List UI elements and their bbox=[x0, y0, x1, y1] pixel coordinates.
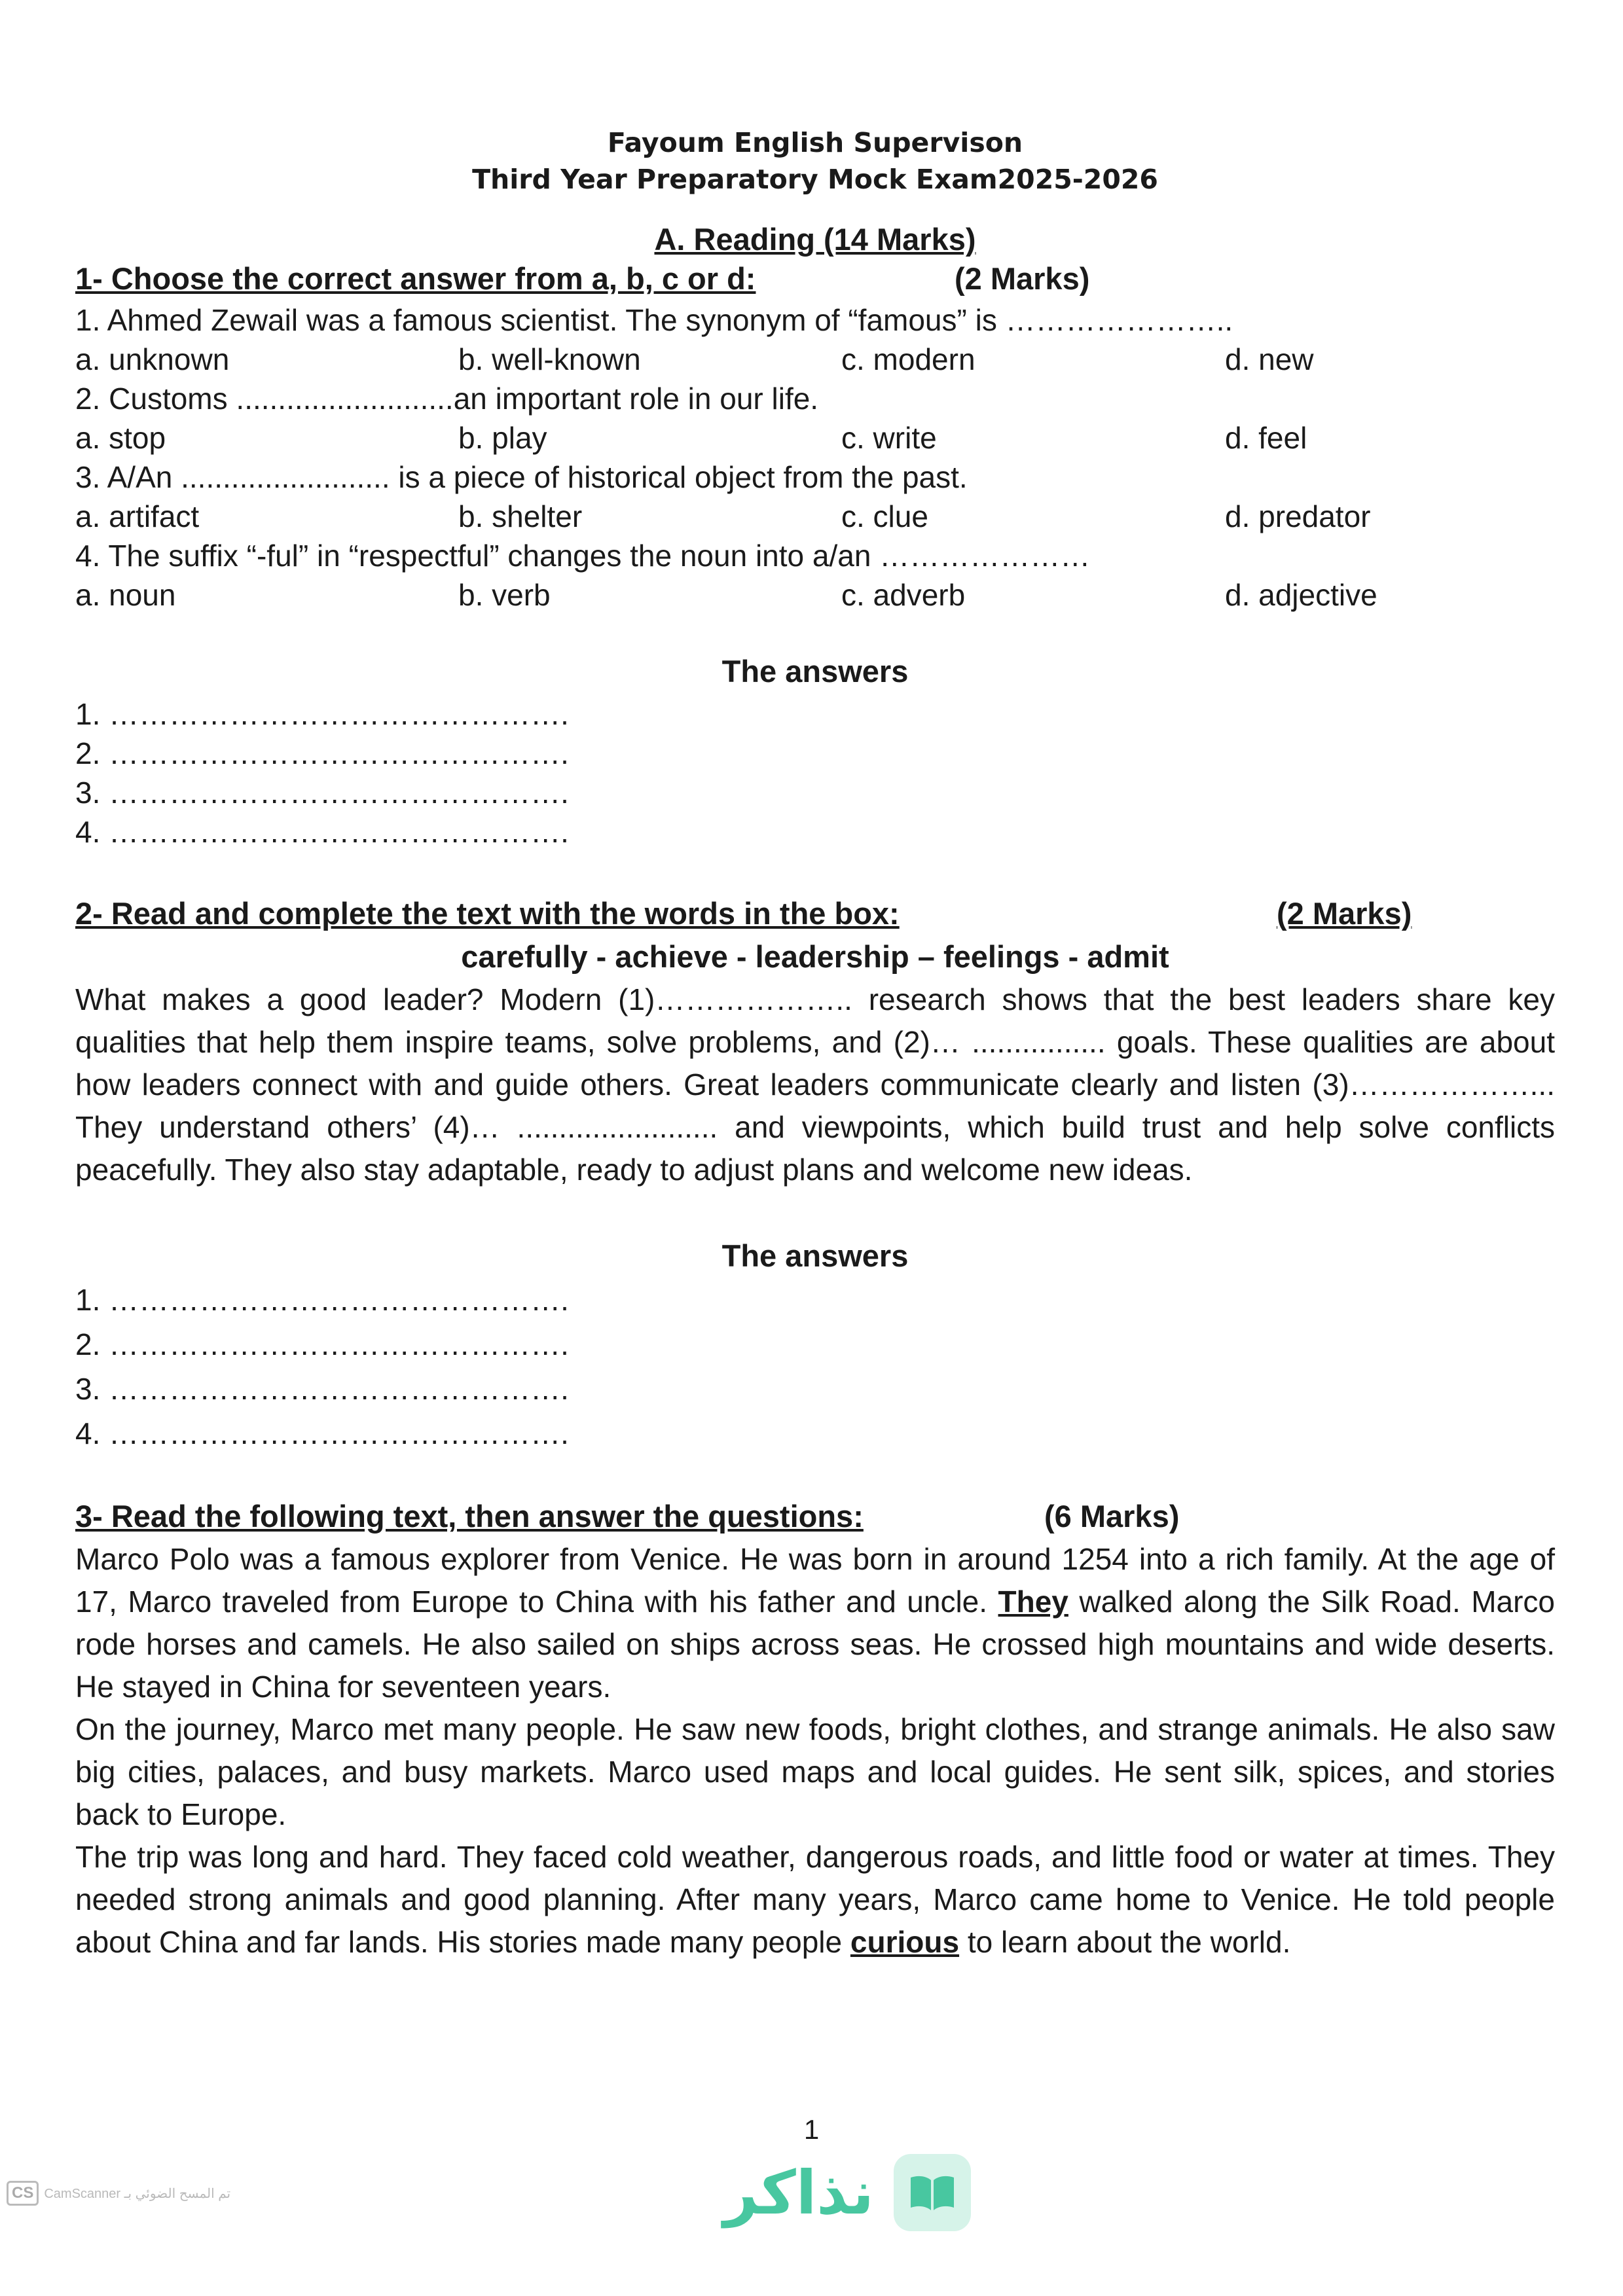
option-a: a. stop bbox=[75, 421, 166, 455]
option-b: b. verb bbox=[458, 578, 551, 612]
exam-page bbox=[75, 124, 1555, 1964]
option-c: c. clue bbox=[841, 499, 928, 533]
option-b: b. shelter bbox=[458, 499, 583, 533]
answer-line[interactable]: 4. ………………………………………. bbox=[75, 1416, 569, 1450]
book-icon bbox=[894, 2154, 971, 2231]
scanner-text: CamScanner تم المسح الضوئي بـ bbox=[44, 2186, 231, 2201]
header-line1: Fayoum English Supervison bbox=[607, 127, 1023, 158]
option-a: a. unknown bbox=[75, 342, 230, 376]
q1-item-2 bbox=[75, 379, 1555, 457]
camscanner-icon: CS bbox=[7, 2181, 39, 2206]
q1-stem: 3. A/An ......................... is a piece of historical object from the past. bbox=[75, 460, 968, 494]
q3-paragraph-3 bbox=[75, 1836, 1555, 1964]
q1-options bbox=[75, 497, 1555, 536]
highlighted-word-curious: curious bbox=[850, 1925, 960, 1959]
answer-line[interactable]: 1. ………………………………………. bbox=[75, 1283, 569, 1317]
q2-title: 2- Read and complete the text with the words in the box: bbox=[75, 896, 900, 931]
option-c: c. modern bbox=[841, 342, 976, 376]
exam-header bbox=[75, 124, 1555, 198]
text-run: The trip was long and hard. They faced cold weather, dangerous roads, and little food or water at times. They needed strong animals and good planning. After many years, Marco came home to Venice. He told people about China and far lands. His stories made many people bbox=[75, 1840, 1555, 1959]
option-b: b. play bbox=[458, 421, 547, 455]
q2-answer-lines bbox=[75, 1278, 1555, 1456]
q1-options bbox=[75, 340, 1555, 379]
q2-marks: (2 Marks) bbox=[1277, 896, 1412, 931]
option-d: d. new bbox=[1225, 342, 1314, 376]
q1-answers-title: The answers bbox=[721, 654, 909, 689]
q1-title: 1- Choose the correct answer from a, b, c or d: bbox=[75, 261, 756, 296]
answer-line[interactable]: 2. ………………………………………. bbox=[75, 736, 569, 770]
q1-options bbox=[75, 575, 1555, 615]
q1-stem: 1. Ahmed Zewail was a famous scientist. The synonym of “famous” is ………………….. bbox=[75, 303, 1233, 337]
q3-title: 3- Read the following text, then answer the questions: bbox=[75, 1499, 864, 1534]
q3-heading bbox=[75, 1495, 1555, 1538]
answer-line[interactable]: 4. ………………………………………. bbox=[75, 815, 569, 849]
brand-logo bbox=[723, 2153, 971, 2232]
scanner-watermark bbox=[7, 2181, 230, 2206]
q1-marks: (2 Marks) bbox=[955, 261, 1090, 296]
q3-marks: (6 Marks) bbox=[1044, 1499, 1180, 1534]
text-run: Marco Polo was a famous explorer from Venice. He was born in around 1254 into a rich family. At the age of 17, Marco traveled from Europe to China with his father and uncle. bbox=[75, 1542, 1555, 1619]
highlighted-word-they: They bbox=[998, 1585, 1068, 1619]
answer-line[interactable]: 1. ………………………………………. bbox=[75, 697, 569, 731]
option-b: b. well-known bbox=[458, 342, 641, 376]
option-d: d. adjective bbox=[1225, 578, 1377, 612]
option-c: c. adverb bbox=[841, 578, 966, 612]
header-line2: Third Year Preparatory Mock Exam2025-2026 bbox=[472, 164, 1158, 195]
option-a: a. artifact bbox=[75, 499, 200, 533]
option-d: d. feel bbox=[1225, 421, 1307, 455]
text-run: walked along the Silk Road. Marco rode horses and camels. He also sailed on ships across seas. He crossed high mountains and wide deserts. He stayed in China for seventeen years. bbox=[75, 1585, 1555, 1704]
q1-item-3 bbox=[75, 457, 1555, 536]
q1-stem: 4. The suffix “-ful” in “respectful” changes the noun into a/an ………………… bbox=[75, 539, 1091, 573]
option-c: c. write bbox=[841, 421, 937, 455]
page-number: 1 bbox=[803, 2114, 820, 2145]
answer-line[interactable]: 3. ………………………………………. bbox=[75, 776, 569, 810]
q3-paragraph-1 bbox=[75, 1538, 1555, 1708]
word-box: carefully - achieve - leadership – feelings - admit bbox=[461, 939, 1169, 974]
q1-item-1 bbox=[75, 300, 1555, 379]
answer-line[interactable]: 2. ………………………………………. bbox=[75, 1327, 569, 1361]
q1-answer-lines bbox=[75, 694, 1555, 852]
option-a: a. noun bbox=[75, 578, 176, 612]
q1-stem: 2. Customs ..........................an important role in our life. bbox=[75, 382, 819, 416]
q2-heading bbox=[75, 892, 1555, 935]
answer-line[interactable]: 3. ………………………………………. bbox=[75, 1372, 569, 1406]
q1-options bbox=[75, 418, 1555, 457]
option-d: d. predator bbox=[1225, 499, 1371, 533]
text-run: to learn about the world. bbox=[959, 1925, 1291, 1959]
logo-text: نذاكر bbox=[723, 2157, 874, 2228]
section-a-title: A. Reading (14 Marks) bbox=[654, 222, 976, 257]
q2-paragraph: What makes a good leader? Modern (1)……………….. research shows that the best leaders share key qualities that help them inspire teams, solve problems, and (2)… ................ goals. These qualities are about how leaders connect with and guide others. Great leaders communicate clearly and listen (3)………………... They understand others’ (4)… ........................ and viewpoints, which build trust and help solve conflicts peacefully. They also stay adaptable, ready to adjust plans and welcome new ideas. bbox=[75, 982, 1555, 1187]
q2-answers-title: The answers bbox=[721, 1238, 909, 1273]
q1-heading bbox=[75, 257, 1555, 300]
q3-paragraph-2: On the journey, Marco met many people. He saw new foods, bright clothes, and strange animals. He also saw big cities, palaces, and busy markets. Marco used maps and local guides. He sent silk, spices, and stories back to Europe. bbox=[75, 1712, 1555, 1831]
q1-item-4 bbox=[75, 536, 1555, 615]
book-icon-svg bbox=[907, 2172, 958, 2213]
